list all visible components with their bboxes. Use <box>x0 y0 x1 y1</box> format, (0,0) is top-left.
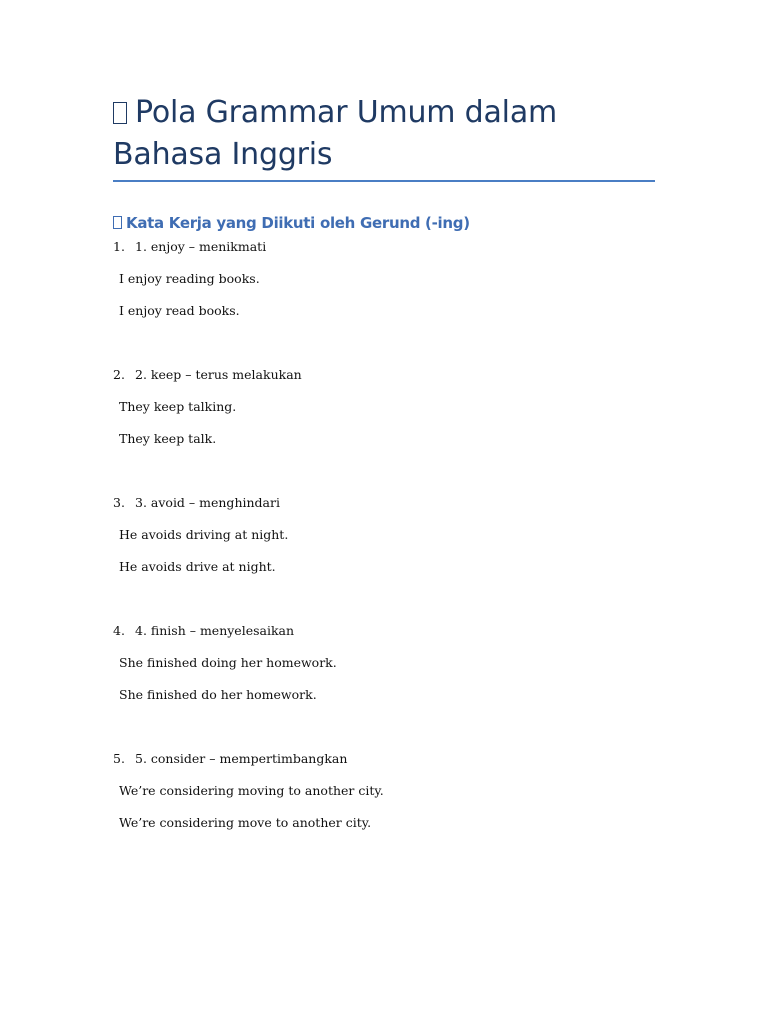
missing-glyph-icon <box>113 216 122 229</box>
list-item-label: 3. avoid – menghindari <box>135 495 280 510</box>
document-title-text: Pola Grammar Umum dalam Bahasa Inggris <box>113 95 558 172</box>
list-item <box>113 494 280 512</box>
list-item-number: 1. <box>113 239 125 254</box>
example-incorrect: They keep talk. <box>119 431 217 446</box>
list-item-label: 5. consider – mempertimbangkan <box>135 751 348 766</box>
list-item <box>113 622 294 640</box>
example-incorrect: We’re considering move to another city. <box>119 815 372 830</box>
list-item-number: 5. <box>113 751 125 766</box>
missing-glyph-icon <box>113 102 127 124</box>
list-item-label: 2. keep – terus melakukan <box>135 367 302 382</box>
example-correct: We’re considering moving to another city. <box>119 783 384 798</box>
title-underline-rule <box>113 180 655 182</box>
list-item <box>113 238 266 256</box>
example-correct: They keep talking. <box>119 399 237 414</box>
list-item-number: 3. <box>113 495 125 510</box>
example-correct: She finished doing her homework. <box>119 655 337 670</box>
list-item-label: 1. enjoy – menikmati <box>135 239 267 254</box>
list-item-number: 4. <box>113 623 125 638</box>
section-heading <box>113 212 470 234</box>
example-incorrect: He avoids drive at night. <box>119 559 276 574</box>
list-item <box>113 750 347 768</box>
example-correct: I enjoy reading books. <box>119 271 260 286</box>
example-correct: He avoids driving at night. <box>119 527 289 542</box>
example-incorrect: She finished do her homework. <box>119 687 317 702</box>
list-item-number: 2. <box>113 367 125 382</box>
section-heading-text: Kata Kerja yang Diikuti oleh Gerund (-ing) <box>126 214 470 232</box>
list-item-label: 4. finish – menyelesaikan <box>135 623 295 638</box>
example-incorrect: I enjoy read books. <box>119 303 240 318</box>
list-item <box>113 366 302 384</box>
document-title <box>113 92 655 176</box>
